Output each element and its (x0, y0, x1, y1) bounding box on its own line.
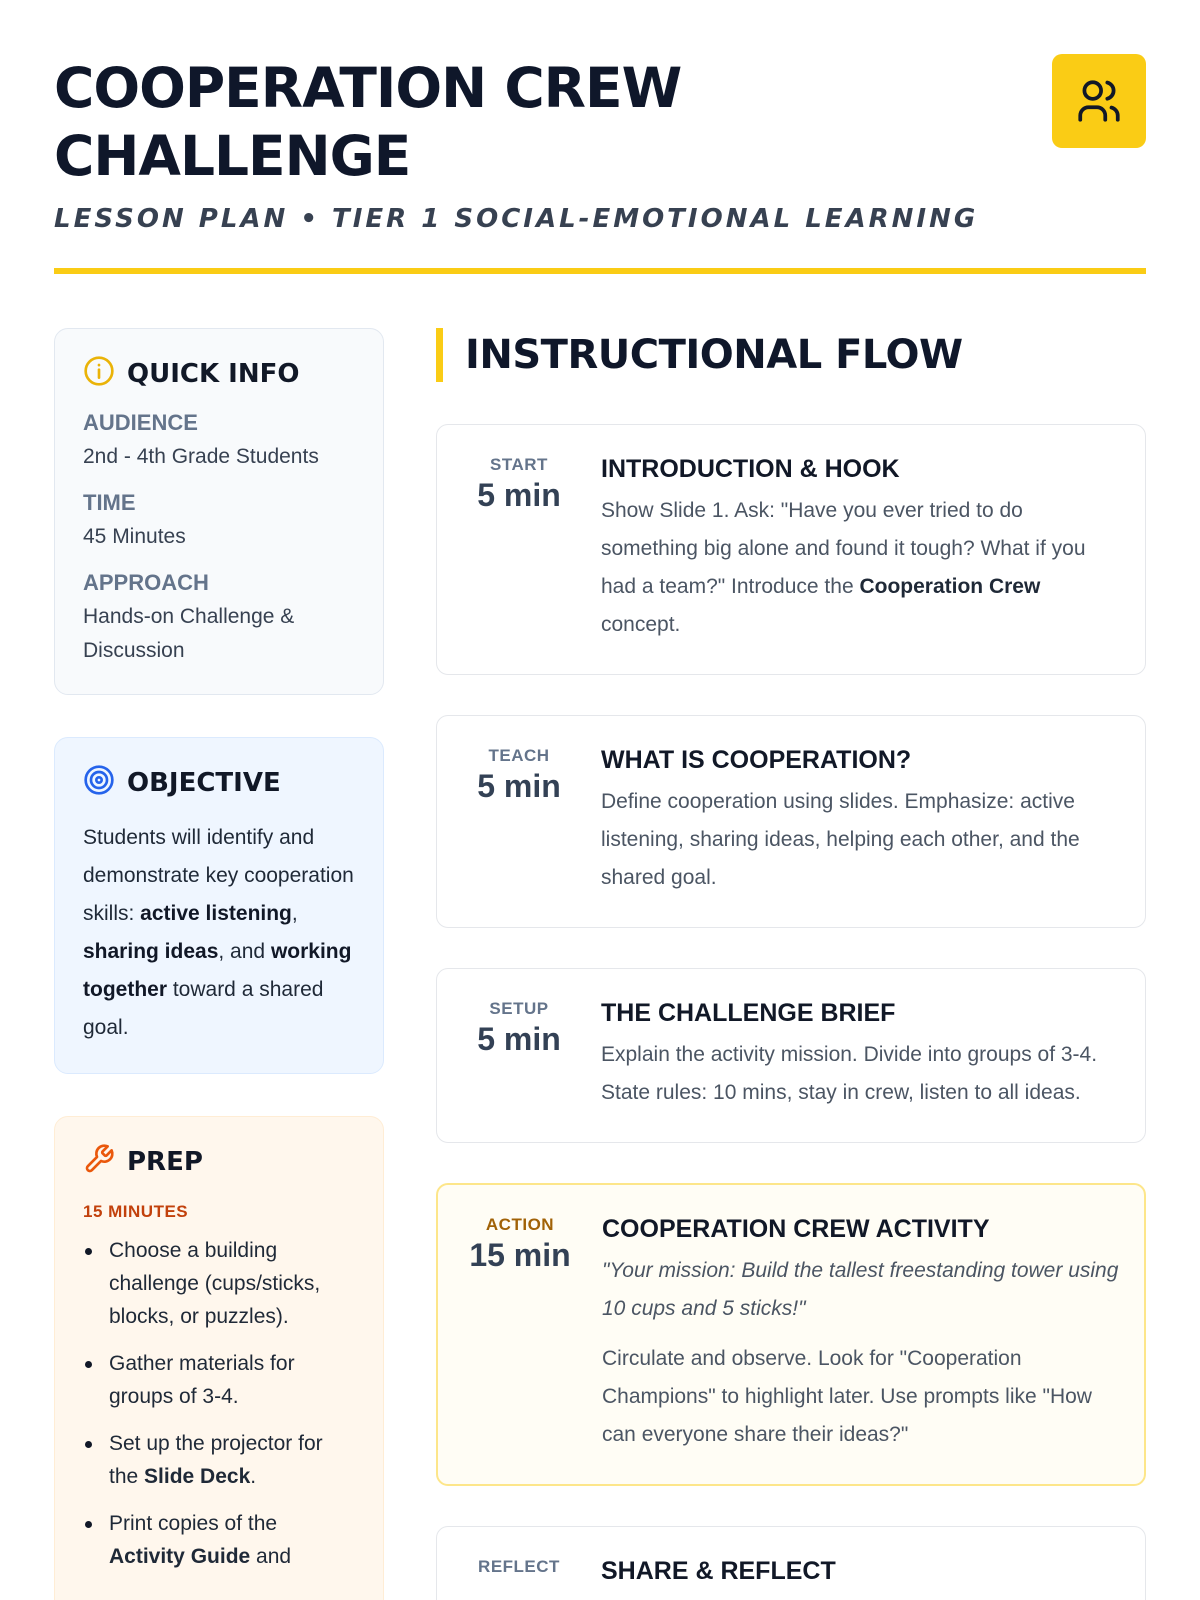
info-audience (83, 410, 355, 474)
prep-card (54, 1116, 384, 1600)
lesson-subtitle: LESSON PLAN • TIER 1 SOCIAL-EMOTIONAL LEARNING (54, 204, 979, 234)
step-duration: 5 min (477, 1021, 561, 1057)
step-text: Show Slide 1. Ask: "Have you ever tried to do something big alone and found it tough? What if you had a team?" Introduce the Cooperation Crew concept. (601, 499, 1086, 636)
flow-step (436, 1526, 1146, 1600)
flow-step-action (436, 1183, 1146, 1486)
step-tag: START (490, 455, 548, 474)
step-text: Define cooperation using slides. Emphasize: active listening, sharing ideas, helping each other, and the shared goal. (601, 790, 1080, 889)
step-time (437, 999, 601, 1112)
lesson-header (54, 54, 1146, 234)
flow-step (436, 968, 1146, 1143)
info-approach (83, 570, 355, 668)
quick-info-heading: QUICK INFO (127, 358, 300, 389)
list-item: Print copies of the Activity Guide and (83, 1507, 355, 1573)
step-duration: 15 min (469, 1237, 571, 1273)
header-divider (54, 268, 1146, 274)
target-icon (83, 764, 115, 801)
step-tag: ACTION (485, 1215, 555, 1234)
step-duration: 5 min (477, 768, 561, 804)
flow-heading: INSTRUCTIONAL FLOW (465, 332, 963, 378)
prep-minutes: 15 MINUTES (83, 1202, 189, 1221)
step-tag: SETUP (489, 999, 549, 1018)
flow-step (436, 715, 1146, 928)
objective-heading: OBJECTIVE (127, 767, 281, 798)
step-tag: REFLECT (478, 1557, 560, 1576)
users-icon (1052, 54, 1146, 148)
lesson-title: COOPERATION CREW CHALLENGE (54, 56, 682, 188)
step-title: WHAT IS COOPERATION? (601, 746, 912, 774)
info-label: APPROACH (83, 570, 209, 595)
step-time (437, 455, 601, 644)
step-tag: TEACH (488, 746, 550, 765)
sidebar (54, 328, 384, 1600)
objective-text: Students will identify and demonstrate key cooperation skills: active listening, sharing ideas, and working together toward a shared goal. (83, 826, 354, 1039)
list-item: Set up the projector for the Slide Deck. (83, 1427, 355, 1493)
step-title: INTRODUCTION & HOOK (601, 455, 900, 483)
flow-header (436, 328, 1146, 382)
wrench-icon (83, 1143, 115, 1180)
step-title: COOPERATION CREW ACTIVITY (602, 1215, 990, 1243)
list-item: Gather materials for groups of 3-4. (83, 1347, 355, 1413)
info-label: AUDIENCE (83, 410, 198, 435)
step-text: Circulate and observe. Look for "Cooperation Champions" to highlight later. Use prompts like "How can everyone share their ideas?" (602, 1347, 1092, 1446)
quick-info-card (54, 328, 384, 695)
prep-heading: PREP (127, 1146, 203, 1177)
info-icon (83, 355, 115, 392)
info-value: 45 Minutes (83, 525, 186, 548)
list-item: Choose a building challenge (cups/sticks, blocks, or puzzles). (83, 1234, 355, 1333)
step-title: SHARE & REFLECT (601, 1557, 836, 1585)
step-time (437, 1557, 601, 1594)
prep-list (83, 1234, 355, 1573)
info-label: TIME (83, 490, 136, 515)
info-value: 2nd - 4th Grade Students (83, 445, 319, 468)
step-time (438, 1215, 602, 1454)
objective-card (54, 737, 384, 1074)
info-value: Hands-on Challenge & Discussion (83, 605, 295, 662)
flow-step (436, 424, 1146, 675)
step-title: THE CHALLENGE BRIEF (601, 999, 896, 1027)
step-duration: 5 min (477, 477, 561, 513)
step-quote: "Your mission: Build the tallest freestanding tower using 10 cups and 5 sticks!" (602, 1259, 1119, 1320)
instructional-flow (436, 328, 1146, 1600)
step-text: Explain the activity mission. Divide into groups of 3-4. State rules: 10 mins, stay in crew, listen to all ideas. (601, 1043, 1098, 1104)
info-time (83, 490, 355, 554)
step-time (437, 746, 601, 897)
